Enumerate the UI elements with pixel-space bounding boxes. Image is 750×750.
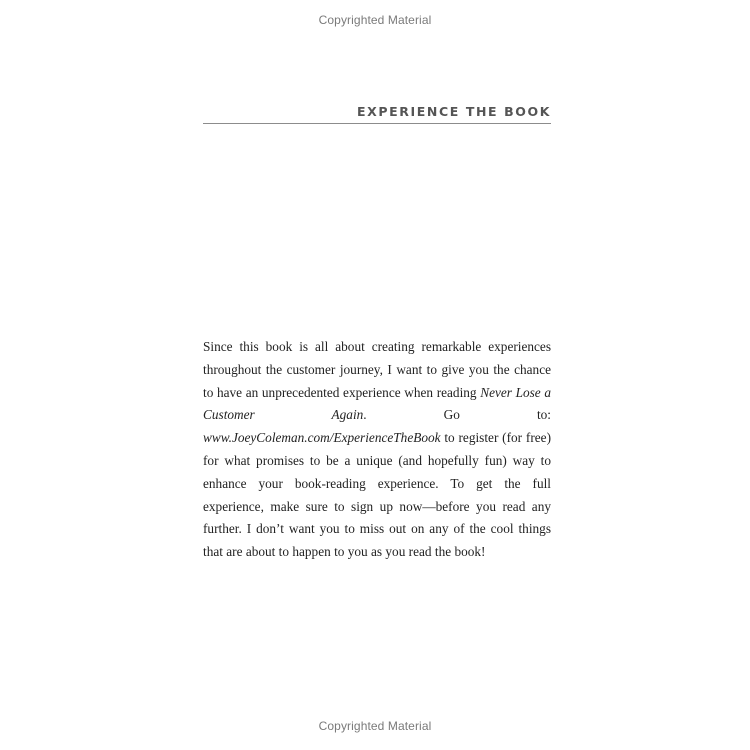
body-text-part2: . Go to: (363, 407, 552, 423)
experience-url: www.JoeyColeman.com/ExperienceTheBook (203, 430, 441, 446)
section-heading: EXPERIENCE THE BOOK (357, 104, 551, 119)
heading-divider (203, 123, 551, 124)
book-title: Never Lose a Customer Again (203, 384, 551, 423)
body-paragraph (203, 336, 551, 564)
copyright-watermark-top: Copyrighted Material (318, 13, 432, 27)
body-text-part3: to register (for free) for what promises to be a unique (and hopefully fun) way to enhance your book-reading experience. To get the full experience, make sure to sign up now—before you read any further. I don’t want you to miss out on any of the cool things that are about to happen to you as you read the book! (203, 430, 551, 560)
body-text-part1: Since this book is all about creating remarkable experiences throughout the customer journey, I want to give you the chance to have an unprecedented experience when reading (203, 339, 551, 400)
copyright-watermark-bottom: Copyrighted Material (318, 719, 432, 733)
